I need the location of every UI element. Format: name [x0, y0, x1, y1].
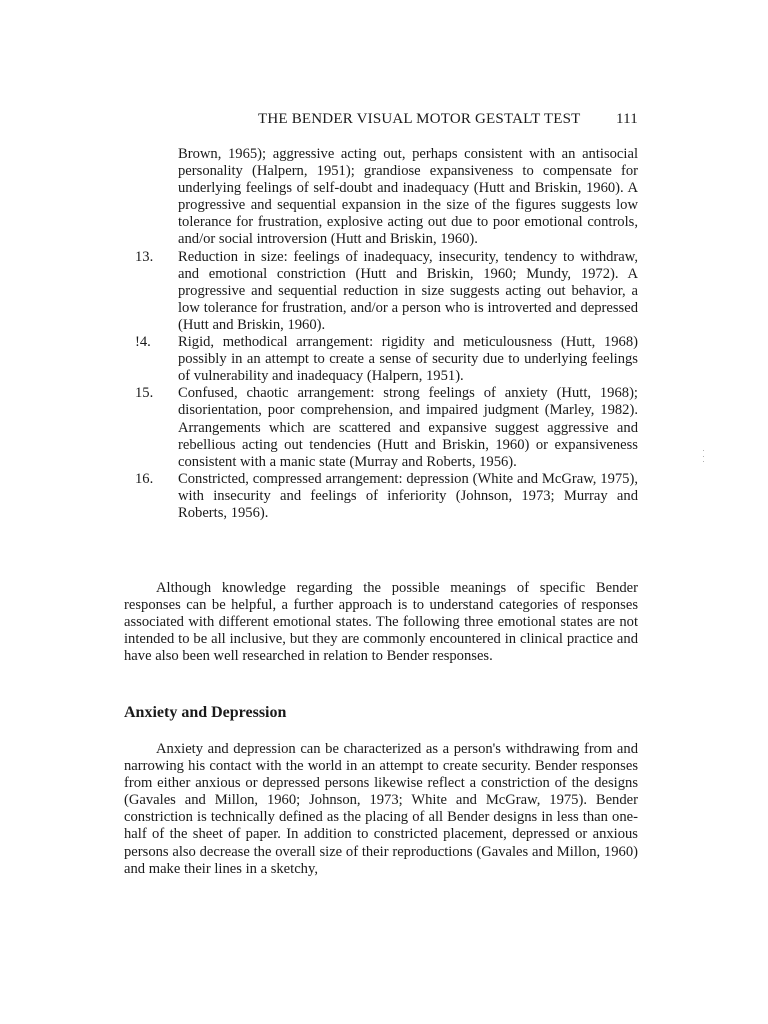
running-head-title: THE BENDER VISUAL MOTOR GESTALT TEST [258, 111, 581, 127]
list-item-text: Reduction in size: feelings of inadequacy, insecurity, tendency to withdraw, and emotional constriction (Hutt and Briskin, 1960; Mundy, 1972). A progressive and sequential reduction in size suggests acting out behavior, a low tolerance for frustration, and/or a person who is introverted and depressed (Hutt and Briskin, 1960). [178, 248, 638, 333]
list-item-continuation [124, 146, 638, 249]
list-item-number: 15. [135, 385, 154, 402]
list-item-number: 16. [135, 470, 154, 487]
scan-speck-marks [702, 450, 706, 462]
body-paragraph: Anxiety and depression can be characterized as a person's withdrawing from and narrowing his contact with the world in an attempt to create security. Bender responses from either anxious or depressed persons likewise reflect a constriction of the designs (Gavales and Millon, 1960; Johnson, 1973; White and McGraw, 1975). Bender constriction is technically defined as the placing of all Bender designs in less than one-half of the sheet of paper. In addition to constricted placement, depressed or anxious persons also decrease the overall size of their reproductions (Gavales and Millon, 1960) and make their lines in a sketchy, [124, 741, 638, 877]
list-item-text: Confused, chaotic arrangement: strong feelings of anxiety (Hutt, 1968); disorientation, poor comprehension, and impaired judgment (Marley, 1982). Arrangements which are scattered and expansive suggest aggressive and rebellious acting out tendencies (Hutt and Briskin, 1960) or expansiveness consistent with a manic state (Murray and Roberts, 1956). [178, 385, 638, 470]
page-number: 111 [616, 111, 638, 127]
list-item-number: !4. [135, 334, 151, 351]
list-item-text: Rigid, methodical arrangement: rigidity and meticulousness (Hutt, 1968) possibly in an attempt to create a sense of security due to underlying feelings of vulnerability and inadequacy (Halpern, 1951). [178, 334, 638, 385]
list-item [124, 385, 638, 470]
running-head [258, 111, 638, 128]
list-item-text: Constricted, compressed arrangement: depression (White and McGraw, 1975), with insecurity and feelings of inferiority (Johnson, 1973; Murray and Roberts, 1956). [178, 470, 638, 521]
body-paragraph: Although knowledge regarding the possible meanings of specific Bender responses can be helpful, a further approach is to understand categories of responses associated with different emotional states. The following three emotional states are not intended to be all inclusive, but they are commonly encountered in clinical practice and have also been well researched in relation to Bender responses. [124, 580, 638, 665]
numbered-list [124, 146, 638, 522]
list-item [124, 334, 638, 385]
list-item [124, 471, 638, 522]
list-item-text: Brown, 1965); aggressive acting out, perhaps consistent with an antisocial personality (Halpern, 1951); grandiose expansiveness to compensate for underlying feelings of self-doubt and inadequacy (Hutt and Briskin, 1960). A progressive and sequential expansion in the size of the figures suggests low tolerance for frustration, explosive acting out due to poor emotional controls, and/or social introversion (Hutt and Briskin, 1960). [178, 146, 638, 248]
list-item-number: 13. [135, 248, 154, 265]
section-heading: Anxiety and Depression [124, 704, 287, 721]
list-item [124, 249, 638, 334]
